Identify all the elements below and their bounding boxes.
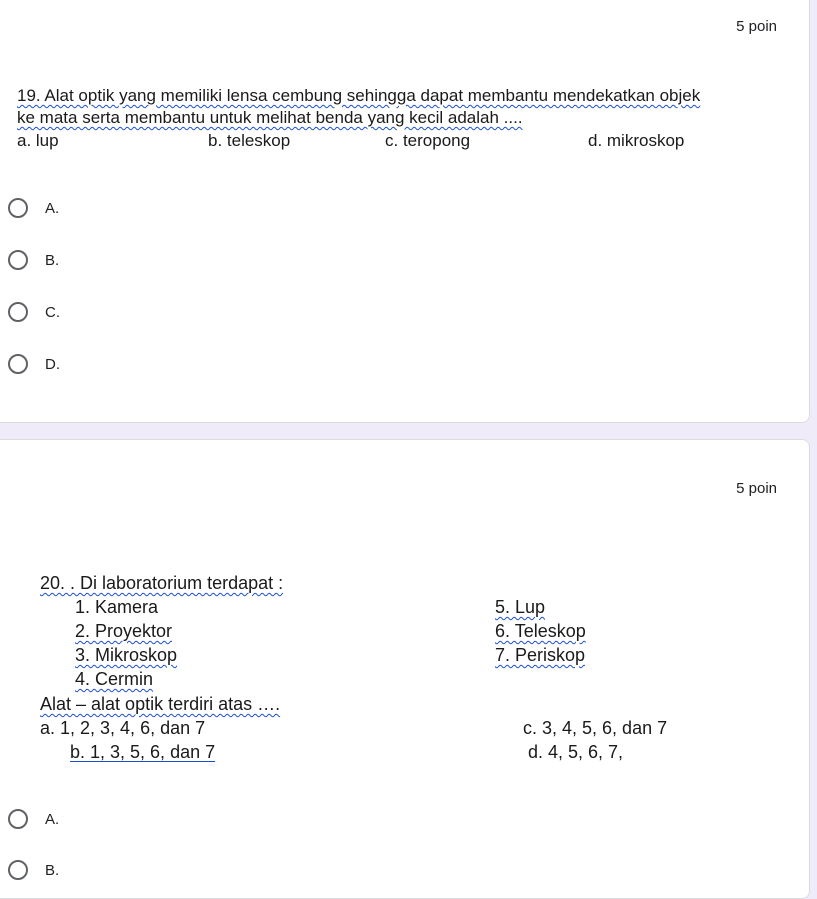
item-5: 5. Lup: [495, 597, 546, 617]
choice-b: b. teleskop: [208, 131, 291, 150]
radio-circle-icon[interactable]: [8, 250, 28, 270]
radio-circle-icon[interactable]: [8, 302, 28, 322]
option-b[interactable]: B.: [8, 245, 59, 275]
option-a[interactable]: A.: [8, 193, 59, 223]
question-text: Alat – alat optik terdiri atas ….: [40, 694, 281, 714]
answer-c: c. 3, 4, 5, 6, dan 7: [523, 718, 668, 738]
choice-d: d. mikroskop: [588, 131, 685, 150]
answer-a: a. 1, 2, 3, 4, 6, dan 7: [40, 718, 206, 738]
choice-c: c. teropong: [385, 131, 471, 150]
radio-circle-icon[interactable]: [8, 354, 28, 374]
item-7: 7. Periskop: [495, 645, 586, 665]
question-text-line2: ke mata serta membantu untuk melihat benda yang kecil adalah ....: [17, 108, 523, 127]
radio-circle-icon[interactable]: [8, 198, 28, 218]
item-6: 6. Teleskop: [495, 621, 586, 641]
points-label: 5 poin: [736, 18, 777, 35]
points-label: 5 poin: [736, 480, 777, 497]
question-card-19: [0, 0, 810, 423]
radio-circle-icon[interactable]: [8, 860, 28, 880]
option-a[interactable]: A.: [8, 804, 59, 834]
option-d[interactable]: D.: [8, 349, 60, 379]
question-card-20: [0, 439, 810, 899]
item-1: 1. Kamera: [75, 597, 159, 617]
choice-a: a. lup: [17, 131, 59, 150]
question-text-line1: 19. Alat optik yang memiliki lensa cembung sehingga dapat membantu mendekatkan objek: [17, 86, 701, 105]
item-2: 2. Proyektor: [75, 621, 173, 641]
item-4: 4. Cermin: [75, 669, 154, 689]
answer-b: b. 1, 3, 5, 6, dan 7: [70, 742, 216, 762]
item-3: 3. Mikroskop: [75, 645, 178, 665]
intro-text: 20. . Di laboratorium terdapat :: [40, 573, 284, 593]
option-b[interactable]: B.: [8, 855, 59, 885]
answer-d: d. 4, 5, 6, 7,: [528, 742, 624, 762]
radio-circle-icon[interactable]: [8, 809, 28, 829]
option-c[interactable]: C.: [8, 297, 60, 327]
